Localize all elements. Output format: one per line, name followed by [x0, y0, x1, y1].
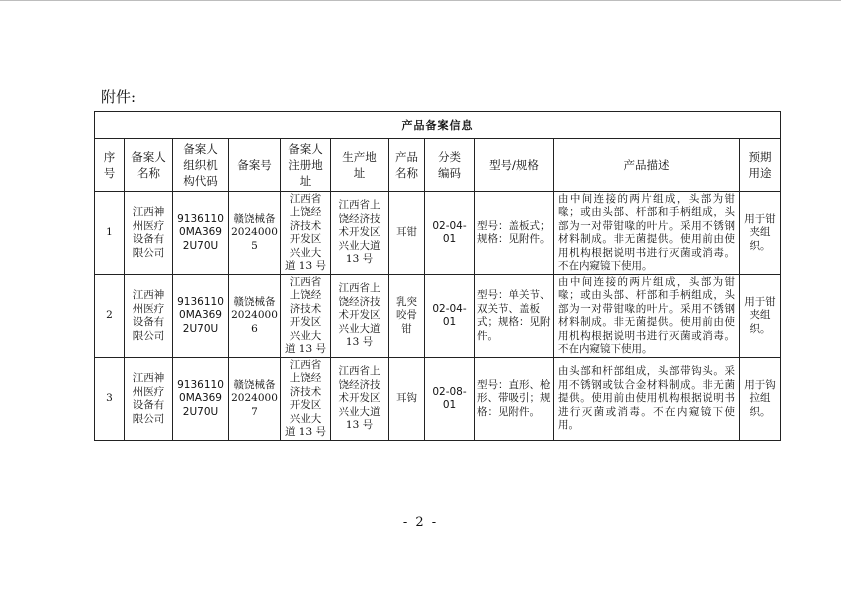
reg-address-cell: 江西省 上饶经 济技术 开发区 兴业大 道 13 号 — [281, 275, 331, 358]
model-spec-cell: 型号：单关节、 双关节、盖板 式；规格：见附 件。 — [475, 275, 554, 358]
record-no-cell: 赣饶械备 2024000 5 — [229, 192, 281, 275]
seq-cell: 3 — [95, 358, 125, 441]
usage-cell: 用于钳 夹组 织。 — [740, 192, 781, 275]
registrant-cell: 江西神 州医疗 设备有 限公司 — [125, 358, 173, 441]
model-spec-cell: 型号：直形、枪 形、带吸引；规 格：见附件。 — [475, 358, 554, 441]
table-title: 产品备案信息 — [95, 112, 781, 139]
table-row — [95, 358, 781, 441]
usage-cell: 用于钳 夹组 织。 — [740, 275, 781, 358]
model-spec-cell: 型号：盖板式； 规格：见附件。 — [475, 192, 554, 275]
org-code-cell: 9136110 0MA369 2U70U — [173, 358, 229, 441]
header-cell: 序 号 — [95, 139, 125, 192]
class-code-cell: 02-04- 01 — [425, 192, 475, 275]
description-cell: 由头部和杆部组成，头部带钩头。采用不锈钢或钛合金材料制成。非无菌提供。使用前由使用机构根据说明书进行灭菌或消毒。不在内窥镜下使用。 — [554, 358, 740, 441]
header-cell: 预期 用途 — [740, 139, 781, 192]
header-cell: 型号/规格 — [475, 139, 554, 192]
org-code-cell: 9136110 0MA369 2U70U — [173, 275, 229, 358]
header-cell: 产品描述 — [554, 139, 740, 192]
page-number: - 2 - — [402, 515, 439, 530]
record-no-cell: 赣饶械备 2024000 7 — [229, 358, 281, 441]
header-cell: 备案人 注册地 址 — [281, 139, 331, 192]
table-header-row — [95, 139, 781, 192]
record-no-cell: 赣饶械备 2024000 6 — [229, 275, 281, 358]
description-cell: 由中间连接的两片组成，头部为钳喙；或由头部、杆部和手柄组成，头部为一对带钳喙的叶片。采用不锈钢材料制成。非无菌提供。使用前由使用机构根据说明书进行灭菌或消毒。不在内窥镜下使用。 — [554, 275, 740, 358]
header-cell: 产品 名称 — [389, 139, 425, 192]
prod-address-cell: 江西省上 饶经济技 术开发区 兴业大道 13 号 — [331, 358, 389, 441]
product-name-cell: 耳钳 — [389, 192, 425, 275]
seq-cell: 2 — [95, 275, 125, 358]
description-cell: 由中间连接的两片组成，头部为钳喙；或由头部、杆部和手柄组成，头部为一对带钳喙的叶片。采用不锈钢材料制成。非无菌提供。使用前由使用机构根据说明书进行灭菌或消毒。不在内窥镜下使用。 — [554, 192, 740, 275]
header-cell: 分类 编码 — [425, 139, 475, 192]
seq-cell: 1 — [95, 192, 125, 275]
header-cell: 备案号 — [229, 139, 281, 192]
prod-address-cell: 江西省上 饶经济技 术开发区 兴业大道 13 号 — [331, 192, 389, 275]
header-cell: 备案人 组织机 构代码 — [173, 139, 229, 192]
reg-address-cell: 江西省 上饶经 济技术 开发区 兴业大 道 13 号 — [281, 192, 331, 275]
usage-cell: 用于钩 拉组 织。 — [740, 358, 781, 441]
product-record-table — [94, 111, 781, 441]
class-code-cell: 02-04- 01 — [425, 275, 475, 358]
reg-address-cell: 江西省 上饶经 济技术 开发区 兴业大 道 13 号 — [281, 358, 331, 441]
header-cell: 备案人 名称 — [125, 139, 173, 192]
header-cell: 生产地 址 — [331, 139, 389, 192]
table-row — [95, 192, 781, 275]
registrant-cell: 江西神 州医疗 设备有 限公司 — [125, 192, 173, 275]
top-rule — [0, 0, 841, 1]
table-title-row — [95, 112, 781, 139]
class-code-cell: 02-08- 01 — [425, 358, 475, 441]
registrant-cell: 江西神 州医疗 设备有 限公司 — [125, 275, 173, 358]
attachment-label: 附件: — [101, 88, 137, 106]
prod-address-cell: 江西省上 饶经济技 术开发区 兴业大道 13 号 — [331, 275, 389, 358]
product-name-cell: 乳突 咬骨 钳 — [389, 275, 425, 358]
table-row — [95, 275, 781, 358]
product-name-cell: 耳钩 — [389, 358, 425, 441]
org-code-cell: 9136110 0MA369 2U70U — [173, 192, 229, 275]
